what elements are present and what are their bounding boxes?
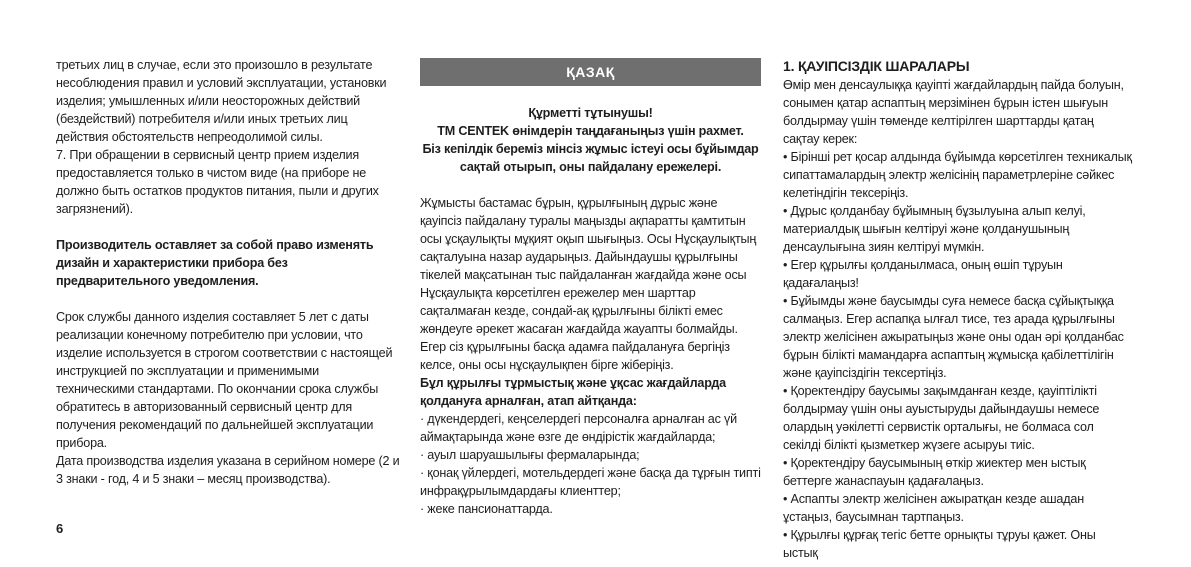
service-center-paragraph: 7. При обращении в сервисный центр прием изделия предоставляется только в чистом виде (на приборе не должно быть остатков продуктов питания, пыли и других загрязнений). [56,148,379,216]
right-column-safety [783,56,1132,562]
safety-list-item: • Дұрыс қолданбау бұйымның бұзылуына алып келуі, материалдық шығын келтіруі және қолданушының денсаулығына зиян келтіруі мүмкін. [783,204,1086,254]
safety-list-item: • Қоректендіру баусымының өткір жиектер мен ыстық беттерге жанаспауын қадағалаңыз. [783,456,1086,488]
safety-list-item: • Құрылғы құрғақ тегіс бетте орнықты тұруы қажет. Оны ыстық [783,528,1096,560]
intended-use-bold: Бұл құрылғы тұрмыстық және ұқсас жағдайларда қолдануға арналған, атап айтқанда: [420,376,726,408]
section-heading: 1. ҚАУІПСІЗДІК ШАРАЛАРЫ [783,58,970,74]
safety-intro: Өмір мен денсаулыққа қауіпті жағдайлардың пайда болуын, сонымен қатар аспаптың мерзімінен бұрын істен шығуын болдырмау үшін төменде келтірілген шарттарды қатаң сақтау керек: [783,78,1124,146]
production-date-paragraph: Дата производства изделия указана в серийном номере (2 и 3 знаки - год, 4 и 5 знаки – месяц производства). [56,454,400,486]
middle-column-kazakh [420,56,761,518]
safety-list-item: • Аспапты электр желісінен ажыратқан кезде ашадан ұстаңыз, баусымнан тартпаңыз. [783,492,1084,524]
page-number: 6 [56,521,64,536]
warranty-exclusion-paragraph: третьих лиц в случае, если это произошло в результате несоблюдения правил и условий эксплуатации, установки изделия; умышленных и/или неосторожных действий (бездействий) потребителя и/или иных третьих лиц действия обстоятельств непреодолимой силы. [56,58,387,144]
usage-list-item: · дүкендердегі, кеңселердегі персоналға арналған ас үй аймақтарында және өзге де өндірістік жағдайларда; [420,412,737,444]
greeting-line: Құрметті тұтынушы! [528,106,653,120]
service-life-paragraph: Срок службы данного изделия составляет 5 лет с даты реализации конечному потребителю при условии, что изделие используется в строгом соответствии с настоящей инструкцией по эксплуатации и применимыми техническими стандартами. По окончании срока службы обратитесь в авторизованный сервисный центр для получения рекомендаций по дальнейшей эксплуатации прибора. [56,310,393,450]
safety-list-item: • Қоректендіру баусымы зақымданған кезде, қауіптілікті болдырмау үшін оны ауыстыруды дайындаушы немесе олардың уәкілетті сервистік орталығы, не болмаса сол секілді білікті қызметкер жүзеге асыруы тиіс. [783,384,1100,452]
usage-list-item: · жеке пансионаттарда. [420,502,553,516]
usage-list-item: · қонақ үйлердегі, мотельдердегі және басқа да тұрғын типті инфрақұрылымдардағы клиенттер; [420,466,761,498]
manufacturer-rights-note: Производитель оставляет за собой право изменять дизайн и характеристики прибора без предварительного уведомления. [56,238,374,288]
left-column-russian [56,56,400,488]
safety-list-item: • Бұйымды және баусымды суға немесе басқа сұйықтыққа салмаңыз. Егер аспапқа ылғал тисе, тез арада құрылғыны электр желісінен ажыратыңыз және оны одан әрі қолданбас бұрын білікті мамандарға аспаптың жұмысқа қабілеттілігін және қауіпсіздігін тексертіңіз. [783,294,1124,380]
language-header-bar: ҚАЗАҚ [420,58,761,86]
greeting-block [420,104,761,176]
safety-list-item: • Бірінші рет қосар алдында бұйымда көрсетілген техникалық сипаттамалардың электр желісінің параметрлеріне сәйкес келетіндігін тексеріңіз. [783,150,1132,200]
greeting-line: Біз кепілдік береміз мінсіз жұмыс істеуі осы бұйымдар сақтай отырып, оны пайдалану ережелері. [422,142,759,174]
greeting-line: ТМ CENTEK өнімдерін таңдағаныңыз үшін рахмет. [437,124,744,138]
safety-list-item: • Егер құрылғы қолданылмаса, оның өшіп тұруын қадағалаңыз! [783,258,1063,290]
intro-paragraph: Жұмысты бастамас бұрын, құрылғының дұрыс және қауіпсіз пайдалану туралы маңызды ақпаратты қамтитын осы ұсқаулықты мұқият оқып шығыңыз. Осы Нұсқаулықтың сақталуына назар аударыңыз. Дайындаушы құрылғыны тікелей мақсатынан тыс пайдаланған жағдайда және осы Нұсқаулықта көрсетілген ережелер мен шарттар сақталмаған кезде, сондай-ақ құрылғыны білікті емес жөндеуге әрекет жасаған жағдайда жауапты болмайды. Егер сіз құрылғыны басқа адамға пайдалануға бергіңіз келсе, оны осы нұсқаулықпен бірге жіберіңіз. [420,196,757,372]
usage-list-item: · ауыл шаруашылығы фермаларында; [420,448,640,462]
